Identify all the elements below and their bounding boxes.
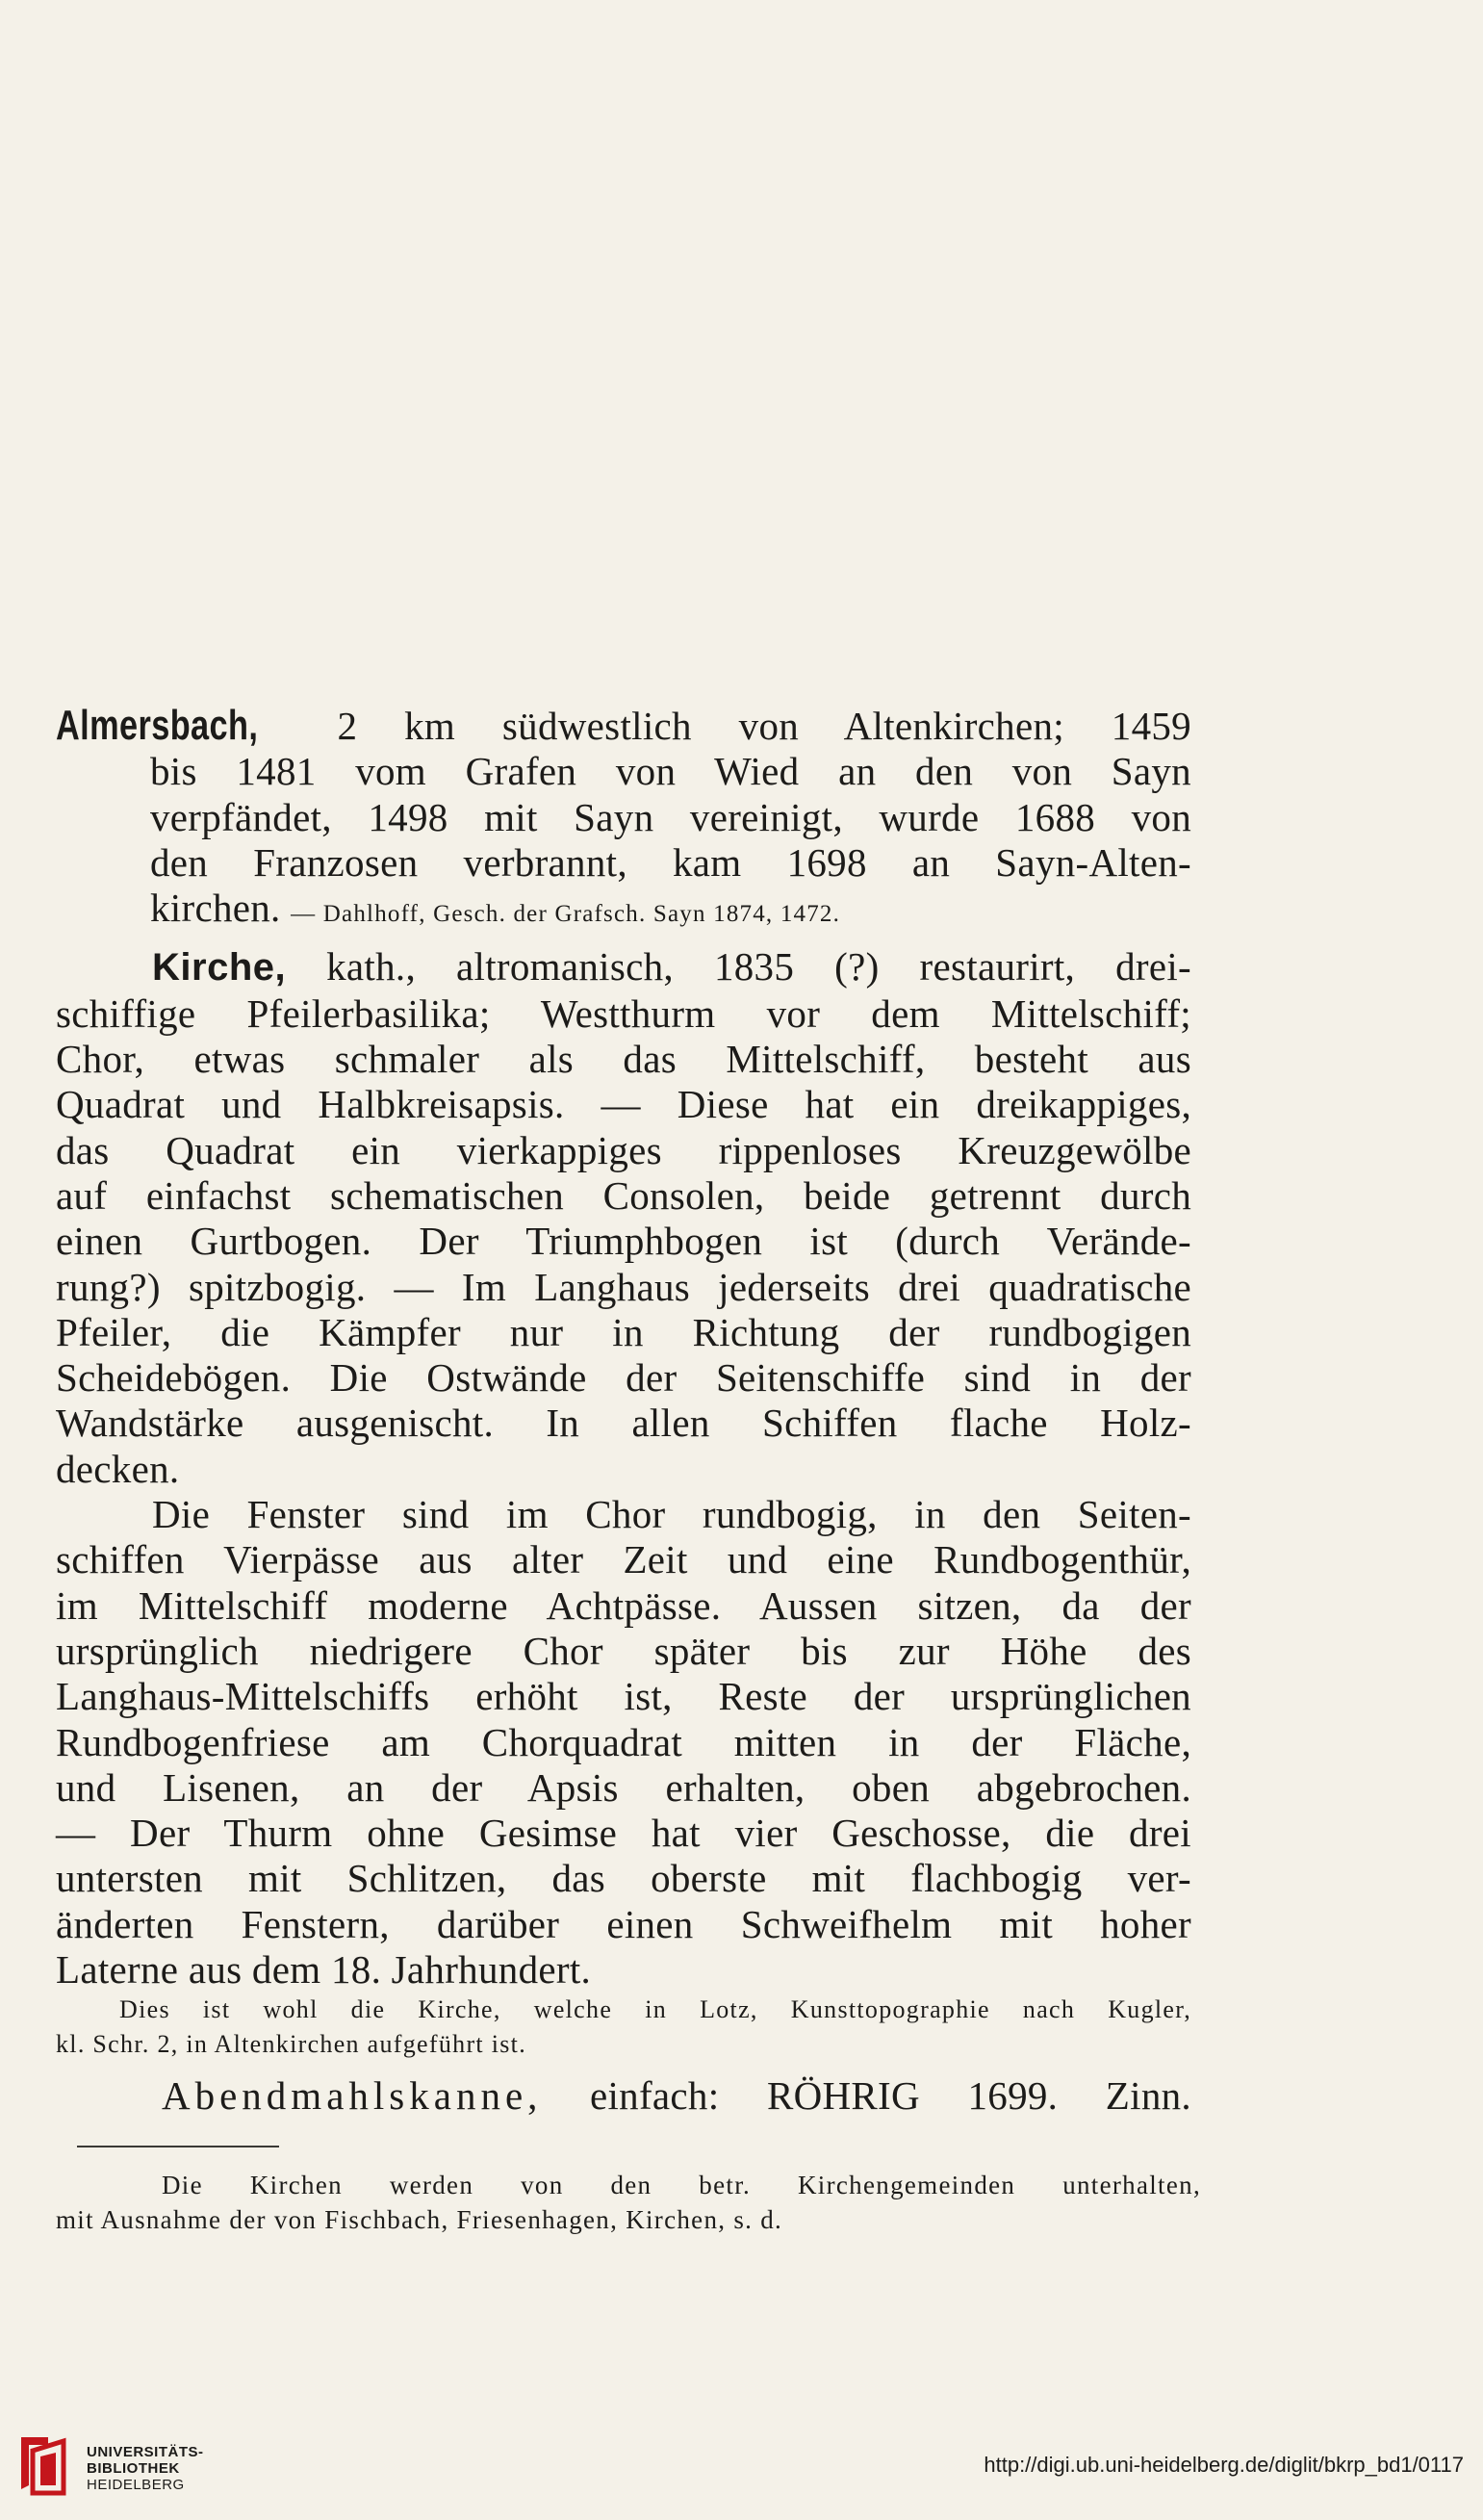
kirche-line: schiffige Pfeilerbasilika; Westthurm vor dem Mittelschiff; — [56, 990, 1191, 1036]
kirche-text: kath., altromanisch, 1835 (?) restaurirt, drei- — [326, 944, 1191, 990]
footnote-divider — [77, 2146, 279, 2147]
kirche-line: einen Gurtbogen. Der Triumphbogen ist (durch Verände- — [56, 1219, 1191, 1264]
fenster-line: — Der Thurm ohne Gesimse hat vier Geschosse, die drei — [56, 1811, 1191, 1856]
fenster-line: untersten mit Schlitzen, das oberste mit flachbogig ver- — [56, 1856, 1191, 1901]
library-line: HEIDELBERG — [87, 2477, 185, 2493]
library-line: BIBLIOTHEK — [87, 2460, 180, 2477]
intro-last-word: kirchen. — [150, 886, 281, 931]
kirche-line: Chor, etwas schmaler als das Mittelschiff, besteht aus — [56, 1037, 1191, 1082]
intro-reference: — Dahlhoff, Gesch. der Grafsch. Sayn 1874, 1472. — [291, 901, 841, 928]
fenster-line: Langhaus-Mittelschiffs erhöht ist, Reste der ursprünglichen — [56, 1674, 1191, 1719]
fenster-first-line: Die Fenster sind im Chor rundbogig, in den Seiten- — [152, 1492, 1191, 1537]
library-name — [87, 2444, 204, 2493]
page-url[interactable]: http://digi.ub.uni-heidelberg.de/diglit/bkrp_bd1/0117 — [984, 2453, 1464, 2477]
footnote-line: Die Kirchen werden von den betr. Kirchengemeinden unterhalten, — [162, 2171, 1201, 2199]
viewer-footer — [0, 2414, 1483, 2520]
footnote-line: mit Ausnahme der von Fischbach, Friesenhagen, Kirchen, s. d. — [56, 2205, 783, 2234]
kirche-line: Pfeiler, die Kämpfer nur in Richtung der rundbogigen — [56, 1309, 1191, 1354]
fenster-line: Rundbogenfriese am Chorquadrat mitten in der Fläche, — [56, 1719, 1191, 1764]
intro-last-line — [56, 886, 1191, 937]
fenster-line: im Mittelschiff moderne Achtpässe. Aussen sitzen, da der — [56, 1582, 1191, 1628]
fenster-last-line: Laterne aus dem 18. Jahrhundert. — [56, 1947, 592, 1993]
fenster-line: ursprünglich niedrigere Chor später bis zur Höhe des — [56, 1628, 1191, 1673]
intro-line: 2 km südwestlich von Altenkirchen; 1459 — [337, 704, 1191, 748]
kirche-line: auf einfachst schematischen Consolen, beide getrennt durch — [56, 1172, 1191, 1218]
university-library-logo-icon — [13, 2431, 71, 2499]
intro-line: bis 1481 vom Grafen von Wied an den von Sayn — [150, 749, 1191, 794]
fenster-line: schiffen Vierpässe aus alter Zeit und eine Rundbogenthür, — [56, 1537, 1191, 1582]
kirche-label: Kirche, — [152, 946, 287, 990]
abendmahl-label: Abendmahlskanne, — [162, 2073, 543, 2119]
kirche-last-line: decken. — [56, 1446, 180, 1491]
entry-almersbach — [56, 703, 1191, 2120]
intro-line: verpfändet, 1498 mit Sayn vereinigt, wurde 1688 von — [150, 794, 1191, 839]
kirche-line: Quadrat und Halbkreisapsis. — Diese hat ein dreikappiges, — [56, 1082, 1191, 1127]
fenster-line: und Lisenen, an der Apsis erhalten, oben abgebrochen. — [56, 1764, 1191, 1810]
kirche-line: das Quadrat ein vierkappiges rippenloses Kreuzgewölbe — [56, 1127, 1191, 1172]
note-last-line: kl. Schr. 2, in Altenkirchen aufgeführt ist. — [56, 2030, 527, 2059]
kirche-line: Scheidebögen. Die Ostwände der Seitenschiffe sind in der — [56, 1355, 1191, 1401]
entry-lemma: Almersbach, — [56, 702, 259, 749]
fenster-line: änderten Fenstern, darüber einen Schweifhelm mit hoher — [56, 1901, 1191, 1946]
intro-line: den Franzosen verbrannt, kam 1698 an Sayn-Alten- — [150, 839, 1191, 885]
footnote — [56, 2168, 1201, 2237]
kirche-first-line — [56, 944, 1191, 990]
kirche-line: rung?) spitzbogig. — Im Langhaus jederseits drei quadratische — [56, 1264, 1191, 1309]
abendmahl-line — [56, 2073, 1191, 2119]
entry-heading-line — [56, 703, 1191, 749]
library-line: UNIVERSITÄTS- — [87, 2444, 204, 2460]
abendmahl-text: einfach: RÖHRIG 1699. Zinn. — [589, 2073, 1191, 2119]
note-line: Dies ist wohl die Kirche, welche in Lotz, Kunsttopographie nach Kugler, — [119, 1995, 1191, 2024]
kirche-line: Wandstärke ausgenischt. In allen Schiffen flache Holz- — [56, 1401, 1191, 1446]
